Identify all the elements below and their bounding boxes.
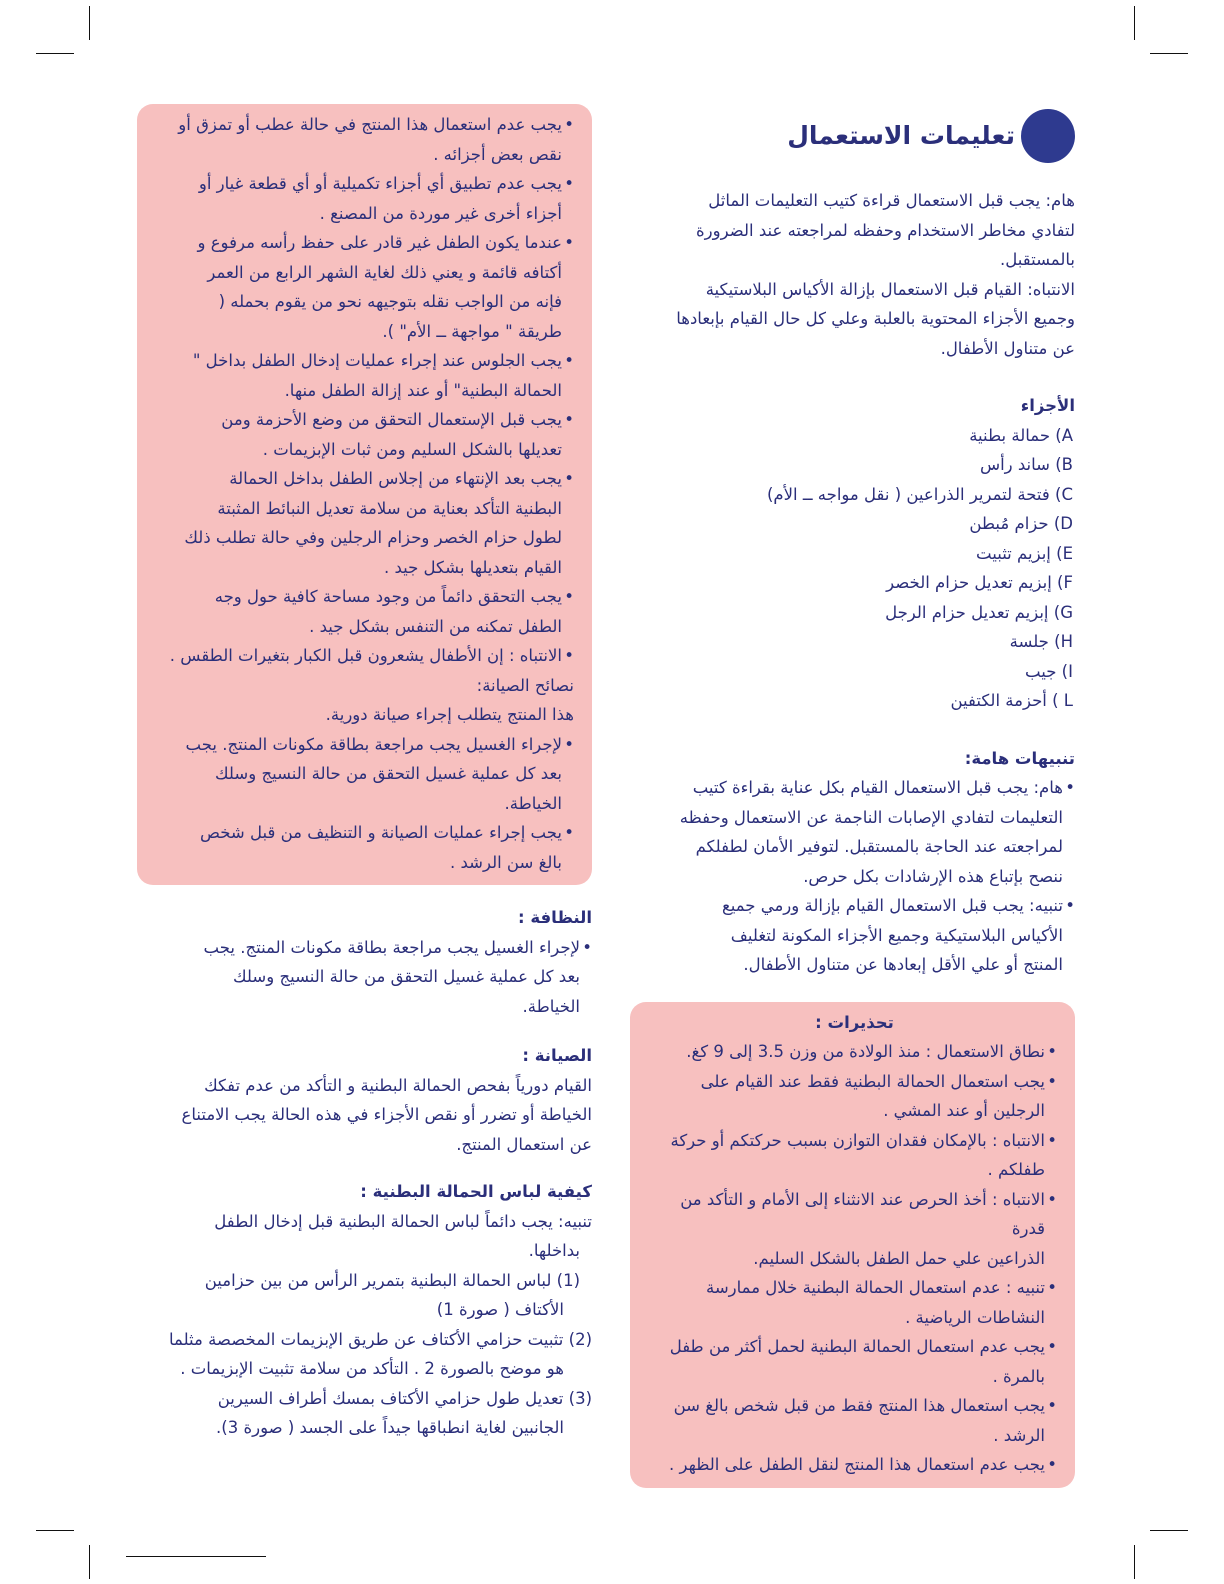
safety-line: • الانتباه : إن الأطفال يشعرون قبل الكبار بتغيرات الطقس .	[169, 646, 562, 665]
cleaning-item	[137, 933, 592, 1022]
safety-line: • يجب الجلوس عند إجراء عمليات إدخال الطفل بداخل "	[192, 351, 562, 370]
wearing-intro-line: تنبيه: يجب دائماً لباس الحمالة البطنية قبل إدخال الطفل	[214, 1211, 592, 1231]
notice-line: التعليمات لتفادي الإصابات الناجمة عن الاستعمال وحفظه	[679, 807, 1063, 827]
safety-line: • يجب عدم تطبيق أي أجزاء تكميلية أو أي قطعة غيار أو	[198, 174, 562, 193]
safety-item	[159, 582, 574, 641]
safety-line: البطنية التأكد بعناية من سلامة تعديل النبائط المثبتة	[217, 498, 562, 518]
intro-line: لتفادي مخاطر الاستخدام وحفظه لمراجعته عند الضرورة	[695, 220, 1075, 240]
safety-line: لطول حزام الخصر وحزام الرجلين وفي حالة تطلب ذلك	[184, 528, 562, 547]
safety-line: القيام بتعديلها بشكل جيد .	[383, 557, 562, 577]
safety-line: • يجب التحقق دائماً من وجود مساحة كافية حول وجه	[214, 587, 562, 606]
crop-mark	[1150, 53, 1188, 54]
maintenance-tip-line: • لإجراء الغسيل يجب مراجعة بطاقة مكونات المنتج. يجب	[185, 734, 562, 754]
safety-line: • عندما يكون الطفل غير قادر على حفظ رأسه مرفوع و	[197, 233, 562, 252]
notice-line: المنتج أو علي الأقل إبعادها عن متناول الأطفال.	[743, 955, 1063, 974]
wearing-intro	[137, 1207, 592, 1266]
safety-item	[159, 464, 574, 582]
wearing-step-line: (1) لباس الحمالة البطنية بتمرير الرأس من بين حزامين	[204, 1270, 580, 1290]
warning-line: • تنبيه : عدم استعمال الحمالة البطنية خلال ممارسة	[706, 1278, 1045, 1297]
parts-list	[630, 421, 1075, 716]
cleaning-line: بعد كل عملية غسيل التحقق من حالة النسيج وسلك	[233, 967, 580, 986]
notice-item	[630, 891, 1075, 980]
maintenance-line: الخياطة أو تضرر أو نقص الأجزاء في هذه الحالة يجب الامتناع	[181, 1105, 592, 1124]
warning-line: • نطاق الاستعمال : منذ الولادة من وزن 3.5 إلى 9 كغ.	[686, 1042, 1045, 1061]
maintenance-line: عن استعمال المنتج.	[456, 1134, 592, 1154]
warning-line: النشاطات الرياضية .	[905, 1307, 1045, 1327]
maintenance-tip-item	[159, 730, 574, 819]
warning-line: الرشد .	[993, 1425, 1045, 1445]
safety-line: طريقة " مواجهة ــ الأم" ).	[382, 321, 562, 341]
warning-line: • الانتباه : بالإمكان فقدان التوازن بسبب حركتكم أو حركة	[670, 1130, 1045, 1150]
notice-line: ننصح بإتباع هذه الإرشادات بكل حرص.	[803, 866, 1063, 886]
warning-item	[652, 1067, 1057, 1126]
part-item: L ) أحزمة الكتفين	[950, 691, 1073, 710]
part-item: A) حمالة بطنية	[969, 425, 1073, 445]
maintenance-tip-line: الخياطة.	[504, 793, 562, 813]
warnings-box	[630, 1002, 1075, 1488]
safety-line: الطفل تمكنه من التنفس بشكل جيد .	[309, 616, 562, 636]
safety-item	[159, 228, 574, 346]
safety-item	[159, 346, 574, 405]
warning-line: الرجلين أو عند المشي .	[883, 1101, 1045, 1120]
maintenance-text	[137, 1071, 592, 1160]
notice-line: • هام: يجب قبل الاستعمال القيام بكل عناية بقراءة كتيب	[692, 778, 1063, 797]
maintenance-tip-item	[159, 818, 574, 877]
safety-box	[137, 104, 592, 885]
wearing-step-line: (3) تعديل طول حزامي الأكتاف بمسك أطراف السيرين	[217, 1388, 592, 1408]
safety-line: • يجب بعد الإنتهاء من إجلاس الطفل بداخل الحمالة	[229, 469, 562, 488]
warning-line: • الانتباه : أخذ الحرص عند الانثناء إلى الأمام و التأكد من قدرة	[680, 1189, 1045, 1238]
warning-item	[652, 1332, 1057, 1391]
maintenance-tips-text: هذا المنتج يتطلب إجراء صيانة دورية.	[325, 705, 574, 724]
maintenance-line: القيام دورياً بفحص الحمالة البطنية و التأكد من عدم تفكك	[204, 1075, 592, 1095]
cleaning-heading: النظافة :	[517, 908, 592, 927]
warning-item	[652, 1126, 1057, 1185]
maintenance-tip-line: بعد كل عملية غسيل التحقق من حالة النسيج وسلك	[215, 764, 562, 783]
page-title: تعليمات الاستعمال	[787, 121, 1015, 151]
notice-line: الأكياس البلاستيكية وجميع الأجزاء المكونة لتغليف	[730, 925, 1063, 945]
part-item: I) جيب	[1025, 661, 1073, 681]
safety-line: فإنه من الواجب نقله بتوجيهه نحو من يقوم بحمله (	[218, 292, 562, 311]
part-item: H) جلسة	[1009, 632, 1073, 651]
wearing-step-line: الجانبين لغاية انطباقها جيداً على الجسد ( صورة 3).	[216, 1418, 564, 1437]
part-item: G) إبزيم تعديل حزام الرجل	[885, 602, 1073, 622]
warning-item	[652, 1273, 1057, 1332]
warning-line: بالمرة .	[992, 1366, 1045, 1386]
safety-line: أكتافه قائمة و يعني ذلك لغاية الشهر الرابع من العمر	[207, 262, 562, 282]
safety-line: الحمالة البطنية" أو عند إزالة الطفل منها.	[284, 380, 562, 400]
notice-line: لمراجعته عند الحاجة بالمستقبل. لتوفير الأمان لطفلكم	[695, 837, 1063, 856]
safety-item	[159, 405, 574, 464]
warnings-heading: تحذيرات :	[815, 1012, 894, 1032]
intro-line: بالمستقبل.	[1000, 250, 1075, 269]
notices-heading: تنبيهات هامة:	[964, 748, 1075, 768]
crop-mark	[36, 1530, 74, 1531]
safety-line: • يجب قبل الإستعمال التحقق من وضع الأحزمة ومن	[221, 410, 562, 429]
wearing-step-line: الأكتاف ( صورة 1)	[436, 1300, 564, 1319]
right-column	[630, 110, 1075, 1488]
safety-item	[159, 641, 574, 671]
crop-mark	[89, 6, 90, 40]
intro-line: هام: يجب قبل الاستعمال قراءة كتيب التعليمات الماثل	[708, 191, 1075, 210]
maintenance-tips-heading: نصائح الصيانة:	[476, 675, 574, 695]
cleaning-line: • لإجراء الغسيل يجب مراجعة بطاقة مكونات المنتج. يجب	[203, 937, 580, 957]
safety-line: تعديلها بالشكل السليم ومن ثبات الإبزيمات .	[262, 439, 562, 459]
wearing-intro-line: بداخلها.	[528, 1241, 580, 1260]
warning-line: الذراعين علي حمل الطفل بالشكل السليم.	[753, 1248, 1045, 1268]
crop-mark	[1150, 1530, 1188, 1531]
title-block	[630, 110, 1075, 162]
cleaning-line: الخياطة.	[522, 996, 580, 1016]
intro-line: الانتباه: القيام قبل الاستعمال بإزالة الأكياس البلاستيكية	[705, 279, 1075, 299]
wearing-step	[137, 1384, 592, 1443]
maintenance-heading: الصيانة :	[522, 1046, 592, 1065]
part-item: E) إبزيم تثبيت	[976, 543, 1073, 563]
warning-item	[652, 1185, 1057, 1274]
warning-line: • يجب عدم استعمال هذا المنتج لنقل الطفل على الظهر .	[669, 1455, 1045, 1474]
intro-line: عن متناول الأطفال.	[940, 338, 1075, 358]
wearing-step-line: (2) تثبيت حزامي الأكتاف عن طريق الإبزيمات المخصصة مثلما	[169, 1329, 592, 1349]
warning-line: • يجب عدم استعمال الحمالة البطنية لحمل أكثر من طفل	[669, 1337, 1045, 1356]
maintenance-tip-line: بالغ سن الرشد .	[450, 852, 562, 872]
notice-line: • تنبيه: يجب قبل الاستعمال القيام بإزالة ورمي جميع	[721, 896, 1063, 915]
crop-mark	[1134, 6, 1135, 40]
safety-item	[159, 169, 574, 228]
maintenance-tip-line: • يجب إجراء عمليات الصيانة و التنظيف من قبل شخص	[200, 823, 562, 842]
wearing-heading: كيفية لباس الحمالة البطنية :	[360, 1182, 592, 1201]
safety-line: نقص بعض أجزائه .	[433, 144, 562, 164]
warning-item	[652, 1037, 1057, 1067]
wearing-step	[137, 1266, 592, 1325]
wearing-step-line: هو موضح بالصورة 2 . التأكد من سلامة تثبيت الإبزيمات .	[180, 1359, 564, 1378]
title-bullet-icon	[1021, 109, 1075, 163]
part-item: D) حزام مُبطن	[969, 514, 1073, 533]
notice-item	[630, 773, 1075, 891]
crop-mark	[36, 53, 74, 54]
left-column	[137, 104, 592, 1443]
warning-line: • يجب استعمال هذا المنتج فقط من قبل شخص بالغ سن	[673, 1396, 1045, 1415]
warning-line: طفلكم .	[987, 1160, 1045, 1179]
safety-line: أجزاء أخرى غير موردة من المصنع .	[319, 203, 562, 223]
intro-line: وجميع الأجزاء المحتوية بالعلبة وعلي كل حال القيام بإبعادها	[676, 309, 1075, 328]
part-item: F) إبزيم تعديل حزام الخصر	[886, 573, 1073, 592]
warning-line: • يجب استعمال الحمالة البطنية فقط عند القيام على	[700, 1071, 1045, 1091]
crop-mark	[126, 1556, 266, 1557]
parts-heading: الأجزاء	[1020, 396, 1075, 415]
safety-item	[159, 110, 574, 169]
crop-mark	[1134, 1545, 1135, 1579]
crop-mark	[89, 1545, 90, 1579]
warning-item	[652, 1391, 1057, 1450]
wearing-step	[137, 1325, 592, 1384]
intro	[630, 186, 1075, 363]
part-item: B) ساند رأس	[979, 455, 1073, 474]
safety-line: • يجب عدم استعمال هذا المنتج في حالة عطب أو تمزق أو	[178, 115, 562, 134]
warning-item	[652, 1450, 1057, 1480]
part-item: C) فتحة لتمرير الذراعين ( نقل مواجه ــ الأم)	[766, 484, 1073, 504]
